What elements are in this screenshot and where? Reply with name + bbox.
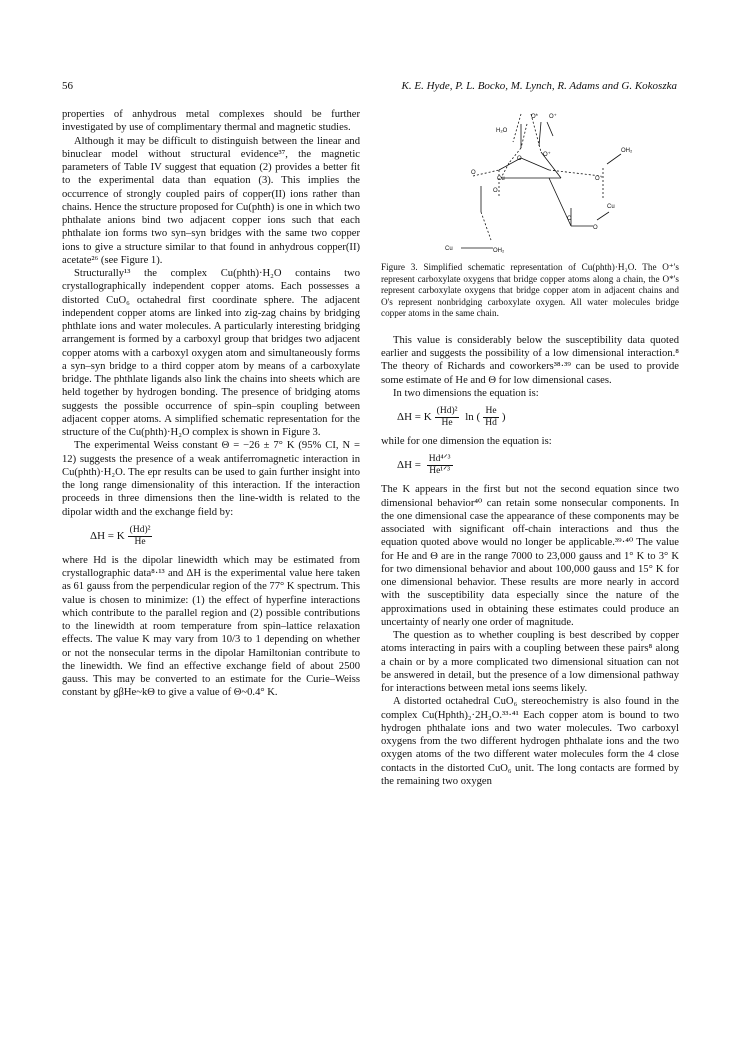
atom-label: OH₂ <box>621 148 633 154</box>
paragraph: A distorted octahedral CuO₆ stereochemistry is also found in the complex Cu(Hphth)₂·2H₂O.³³·⁴¹ Each copper atom is bound to two hydrogen phthalate ions and two water molecules. Two carboxyl oxygens from the two different hydrogen phthalate ions and the two oxygen atoms of the two different water molecules form the 4 close contacts in the distorted CuO₆ unit. The long contacts are formed by the remaining two oxygen <box>381 696 679 787</box>
paragraph: while for one dimension the equation is: <box>381 436 552 448</box>
atom-label: OH₂ <box>493 248 505 254</box>
fraction-numerator: (Hd)² <box>129 524 151 535</box>
paragraph: The K appears in the first but not the second equation since two dimensional behavior⁴⁰ can retain some nonsecular components. In the one dimensional case the appearance of these components may be associated with significant off-chain interactions and thus the equation quoted above would no longer be applicable.³⁹·⁴⁰ The value for He and Θ are in the range 7000 to 23,000 gauss and 1° K to 3° K for two dimensional behavior and about 100,000 gauss and 15° K for one dimensional behavior. These results are more nearly in accord with the susceptibility data especially since the nature of the approximations used in obtaining these estimates could produce an uncertainty of nearly one order of magnitude. <box>381 484 679 628</box>
paragraph: Although it may be difficult to distinguish between the linear and binuclear model without structural evidence³⁷, the magnetic parameters of Table IV suggest that equation (2) provides a better fit to the experimental data than equation (3). This implies the occurrence of strongly coupled pairs of copper(II) ions rather than chains. Hence the structure proposed for Cu(phth) is one in which two phthalate anions bind two adjacent copper ions such that each phthalate ion forms two syn–syn bridges with the same two copper ions to give a structure similar to that found in anhydrous copper(II) acetate²⁶ (see Figure 1). <box>62 135 360 266</box>
equation-3d <box>90 525 360 548</box>
figure-caption <box>381 262 679 320</box>
figure-caption-text: Simplified schematic representation of Cu(phth)·H₂O. The O⁺'s represent carboxylate oxygens that bridge copper atoms along a chain, the O*'s represent carboxylate oxygens that bridge copper atom in adjacent chains and O's represent nonbridging carboxylate oxygen. All water molecules bridge copper atoms in the same chain. <box>381 262 679 319</box>
atom-label: Cu <box>445 246 453 252</box>
figure-caption-label: Figure 3. <box>381 262 418 272</box>
atom-label: Cu <box>607 204 615 210</box>
fraction-denominator: He <box>134 536 146 547</box>
equation-2d <box>397 406 679 429</box>
equation-lhs: ΔH = K <box>397 411 432 424</box>
fraction-denominator: Hd <box>485 418 497 429</box>
atom-label: C <box>567 216 572 222</box>
paragraph: properties of anhydrous metal complexes should be further investigated by use of complimentary thermal and magnetic studies. <box>62 109 360 134</box>
equation-lhs: ΔH = K <box>90 529 125 542</box>
fraction-denominator: He¹ᐟ³ <box>429 466 451 477</box>
atom-label: H₂O <box>496 128 508 134</box>
paragraph: The experimental Weiss constant Θ = −26 ± 7° K (95% CI, N = 12) suggests the presence of a weak antiferromagnetic interaction in Cu(phth)·H₂O. The epr results can be used to gain further insight into the long range dimensionality of this interaction. If the interaction proceeds in three dimensions then the line-width is related to the dipolar width and the exchange field by: <box>62 440 360 518</box>
atom-label: O⁺ <box>549 114 557 120</box>
atom-label: O⁺ <box>595 176 603 182</box>
paragraph: In two dimensions the equation is: <box>393 387 539 399</box>
log-operator: ln <box>462 411 477 424</box>
paragraph: This value is considerably below the susceptibility data quoted earlier and suggests the possibility of a low dimensional interaction.⁸ The theory of Richards and coworkers³⁸·³⁹ can be used to provide some estimate of He and Θ for low dimensional cases. <box>381 334 679 386</box>
fraction-numerator: He <box>485 406 497 417</box>
atom-label: O* <box>531 114 539 120</box>
fraction-denominator: He <box>441 418 453 429</box>
page-number: 56 <box>62 80 73 92</box>
equation-lhs: ΔH = <box>397 459 424 472</box>
atom-label: O <box>493 188 498 194</box>
atom-label: O⁺ <box>543 152 551 158</box>
figure-3-schematic <box>381 108 679 258</box>
fraction <box>427 454 453 477</box>
left-column <box>62 108 360 700</box>
paren-open: ( <box>476 411 481 424</box>
atom-label: Cu <box>497 176 505 182</box>
atom-label: O <box>593 225 598 231</box>
fraction <box>435 406 460 429</box>
running-header-authors: K. E. Hyde, P. L. Bocko, M. Lynch, R. Adams and G. Kokoszka <box>401 80 677 92</box>
atom-label: O <box>517 156 522 162</box>
atom-label: O <box>471 170 476 176</box>
fraction-numerator: Hd⁴ᐟ³ <box>428 454 451 465</box>
paren-close: ) <box>501 411 506 424</box>
right-column <box>381 108 679 788</box>
fraction <box>128 525 153 548</box>
paragraph: Structurally¹³ the complex Cu(phth)·H₂O contains two crystallographically independent copper atoms. Each possesses a distorted CuO₆ octahedral first coordinate sphere. The adjacent independent copper atoms are linked into zig-zag chains by bridging phthlate ions and water molecules. A particularly interesting bridging arrangement is formed by a carboxyl group that bridges two adjacent copper atoms with a carboxyl oxygen atom and simultaneously forms a syn–syn bridge to a third copper atom by means of a carboxylate bridge. The phthlate ligands also link the chains into sheets which are held together by hydrogen bonding. The presence of bridging atoms suggests the possible occurrence of spin–spin coupling between adjacent copper atoms. A simplified schematic representation for the structure of the Cu(phth)·H₂O complex is shown in Figure 3. <box>62 268 360 438</box>
equation-1d <box>397 454 679 477</box>
fraction <box>483 406 499 429</box>
fraction-numerator: (Hd)² <box>436 406 458 417</box>
paragraph: The question as to whether coupling is best described by copper atoms interacting in pairs with a coupling between these pairs⁸ along a chain or by a more complicated two dimensional situation can not be answered in detail, but the presence of a low dimensional pathway for interactions between metal ions seems likely. <box>381 630 679 695</box>
paragraph: where Hd is the dipolar linewidth which may be estimated from crystallographic data⁸·¹³ and ΔH is the experimental value here taken as 61 gauss from the perpendicular region of the 77° K spectrum. This value is chosen to minimize: (1) the effect of hyperfine interactions which contribute to the parallel region and (2) possible contributions to the linewidth at room temperature from spin–lattice relaxation effects. The value K may vary from 10/3 to 1 depending on whether or not the nonsecular terms in the dipolar Hamiltonian contribute to the linewidth. We find an effective exchange field of about 2500 gauss. This may be converted to an estimate for the Curie–Weiss constant by gβHe~kΘ to give a value of Θ~0.4° K. <box>62 554 360 699</box>
